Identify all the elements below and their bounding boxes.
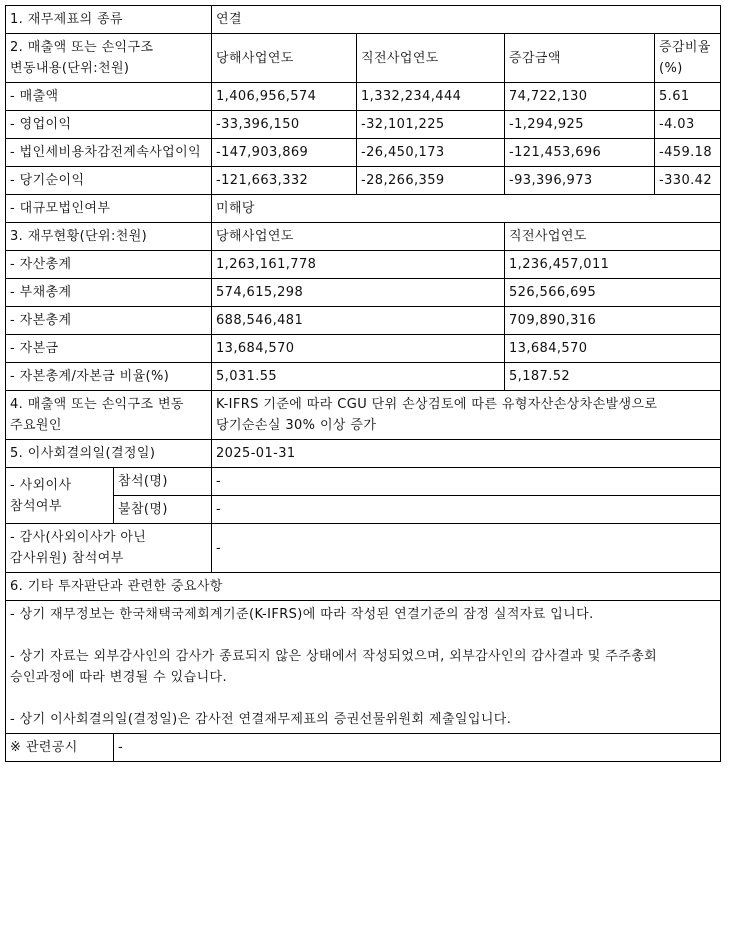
revenue-prior: 1,332,234,444	[357, 83, 505, 111]
capital-stock-label: - 자본금	[6, 335, 212, 363]
other-matters-label: 6. 기타 투자판단과 관련한 중요사항	[6, 573, 721, 601]
total-equity-current: 688,546,481	[212, 307, 505, 335]
net-income-rate: -330.42	[655, 167, 721, 195]
pl-header-prior: 직전사업연도	[357, 34, 505, 83]
total-liabilities-label: - 부채총계	[6, 279, 212, 307]
pretax-income-current: -147,903,869	[212, 139, 357, 167]
equity-ratio-label: - 자본총계/자본금 비율(%)	[6, 363, 212, 391]
statement-type-label: 1. 재무제표의 종류	[6, 6, 212, 34]
capital-stock-prior: 13,684,570	[505, 335, 721, 363]
revenue-current: 1,406,956,574	[212, 83, 357, 111]
pl-header-change: 증감금액	[505, 34, 655, 83]
present-label: 참석(명)	[114, 468, 212, 496]
equity-ratio-current: 5,031.55	[212, 363, 505, 391]
revenue-label: - 매출액	[6, 83, 212, 111]
total-liabilities-prior: 526,566,695	[505, 279, 721, 307]
related-disclosure-value: -	[114, 734, 721, 762]
row-outside-directors-present	[6, 468, 721, 496]
board-date-label: 5. 이사회결의일(결정일)	[6, 440, 212, 468]
change-reason-label: 4. 매출액 또는 손익구조 변동 주요원인	[6, 391, 212, 440]
row-board-date	[6, 440, 721, 468]
operating-income-current: -33,396,150	[212, 111, 357, 139]
row-pl-header	[6, 34, 721, 83]
other-matters-text: - 상기 재무정보는 한국채택국제회계기준(K-IFRS)에 따라 작성된 연결기준의 잠정 실적자료 입니다. - 상기 자료는 외부감사인의 감사가 종료되지 않은 상태에서 작성되었으며, 외부감사인의 감사결과 및 주주총회 승인과정에 따라 변경될 수 있습니다. - 상기 이사회결의일(결정일)은 감사전 연결재무제표의 증권선물위원회 제출일입니다.	[6, 601, 721, 734]
absent-label: 불참(명)	[114, 496, 212, 524]
row-change-reason	[6, 391, 721, 440]
fs-section-label: 3. 재무현황(단위:천원)	[6, 223, 212, 251]
row-capital-stock	[6, 335, 721, 363]
total-assets-current: 1,263,161,778	[212, 251, 505, 279]
net-income-change: -93,396,973	[505, 167, 655, 195]
fs-header-prior: 직전사업연도	[505, 223, 721, 251]
change-reason-value: K-IFRS 기준에 따라 CGU 단위 손상검토에 따른 유형자산손상차손발생으로 당기순손실 30% 이상 증가	[212, 391, 721, 440]
capital-stock-current: 13,684,570	[212, 335, 505, 363]
pretax-income-prior: -26,450,173	[357, 139, 505, 167]
row-large-corp	[6, 195, 721, 223]
statement-type-value: 연결	[212, 6, 721, 34]
pretax-income-change: -121,453,696	[505, 139, 655, 167]
row-operating-income	[6, 111, 721, 139]
operating-income-rate: -4.03	[655, 111, 721, 139]
row-other-matters-header	[6, 573, 721, 601]
total-liabilities-current: 574,615,298	[212, 279, 505, 307]
total-assets-prior: 1,236,457,011	[505, 251, 721, 279]
outside-directors-label: - 사외이사 참석여부	[6, 468, 114, 524]
total-equity-prior: 709,890,316	[505, 307, 721, 335]
related-disclosure-label: ※ 관련공시	[6, 734, 114, 762]
row-outside-directors-absent	[6, 496, 721, 524]
auditor-attendance-label: - 감사(사외이사가 아닌 감사위원) 참석여부	[6, 524, 212, 573]
row-total-liabilities	[6, 279, 721, 307]
auditor-attendance-value: -	[212, 524, 721, 573]
board-date-value: 2025-01-31	[212, 440, 721, 468]
operating-income-change: -1,294,925	[505, 111, 655, 139]
row-statement-type	[6, 6, 721, 34]
net-income-current: -121,663,332	[212, 167, 357, 195]
disclosure-table	[5, 5, 721, 762]
row-other-matters-text	[6, 601, 721, 734]
pl-section-label: 2. 매출액 또는 손익구조 변동내용(단위:천원)	[6, 34, 212, 83]
row-auditor-attendance	[6, 524, 721, 573]
net-income-label: - 당기순이익	[6, 167, 212, 195]
operating-income-prior: -32,101,225	[357, 111, 505, 139]
row-pretax-income	[6, 139, 721, 167]
pretax-income-rate: -459.18	[655, 139, 721, 167]
fs-header-current: 당해사업연도	[212, 223, 505, 251]
pretax-income-label: - 법인세비용차감전계속사업이익	[6, 139, 212, 167]
row-net-income	[6, 167, 721, 195]
net-income-prior: -28,266,359	[357, 167, 505, 195]
row-fs-header	[6, 223, 721, 251]
row-related-disclosure	[6, 734, 721, 762]
revenue-change: 74,722,130	[505, 83, 655, 111]
row-equity-ratio	[6, 363, 721, 391]
row-total-assets	[6, 251, 721, 279]
large-corp-value: 미해당	[212, 195, 721, 223]
total-equity-label: - 자본총계	[6, 307, 212, 335]
absent-value: -	[212, 496, 721, 524]
pl-header-current: 당해사업연도	[212, 34, 357, 83]
operating-income-label: - 영업이익	[6, 111, 212, 139]
pl-header-rate: 증감비율(%)	[655, 34, 721, 83]
total-assets-label: - 자산총계	[6, 251, 212, 279]
large-corp-label: - 대규모법인여부	[6, 195, 212, 223]
equity-ratio-prior: 5,187.52	[505, 363, 721, 391]
row-total-equity	[6, 307, 721, 335]
revenue-rate: 5.61	[655, 83, 721, 111]
present-value: -	[212, 468, 721, 496]
row-revenue	[6, 83, 721, 111]
